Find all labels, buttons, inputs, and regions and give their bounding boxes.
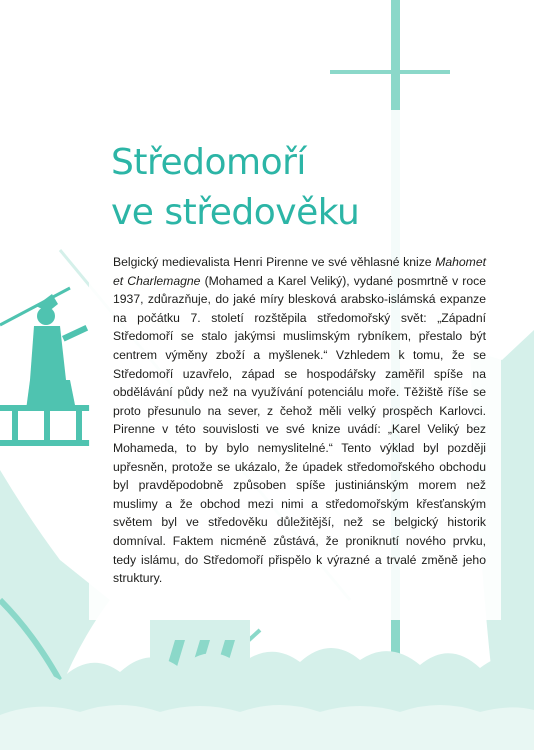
- page-title: [111, 138, 471, 238]
- body-text-part-1: Belgický medievalista Henri Pirenne ve své věhlasné knize: [113, 255, 436, 269]
- title-line-2: ve středověku: [111, 192, 360, 233]
- warrior-figure: [0, 288, 88, 410]
- title-line-1: Středomoří: [111, 142, 306, 183]
- mast-crossbar: [330, 70, 450, 74]
- body-paragraph: [113, 253, 486, 588]
- body-text-part-2: (Mohamed a Karel Veliký), vydané posmrtně v roce 1937, zdůrazňuje, do jaké míry blesková arabsko-islámská expanze na počátku 7. století rozštěpila středomořský svět: „Západní Středomoří se stalo jakýmsi muslimským rybníkem, přestalo být centrem výměny zboží a myšlenek.“ Vzhledem k tomu, že se Středomoří uzavřelo, západ se hospodářsky zaměřil spíše na obdělávání půdy než na využívání potenciálu moře. Těžiště říše se proto přesunulo na sever, z čehož měli velký prospěch Karlovci. Pirenne v této souvislosti ve své knize uvádí: „Karel Veliký bez Mohameda, to by bylo nemyslitelné.“ Tento výklad byl později upřesněn, protože se ukázalo, že úpadek středomořského obchodu byl pravděpodobně způsoben spíše justiniánským morem než muslimy a že obchod mezi nimi a středomořským křesťanským světem byl ve středověku důležitější, než se belgický historik domníval. Faktem nicméně zůstává, že proniknutí nového prvku, tedy islámu, do Středomoří přispělo k výrazné a trvalé změně jeho struktury.: [113, 273, 487, 586]
- book-title: Mahomet et Charlemagne: [113, 255, 486, 288]
- ship-platform: [0, 405, 90, 446]
